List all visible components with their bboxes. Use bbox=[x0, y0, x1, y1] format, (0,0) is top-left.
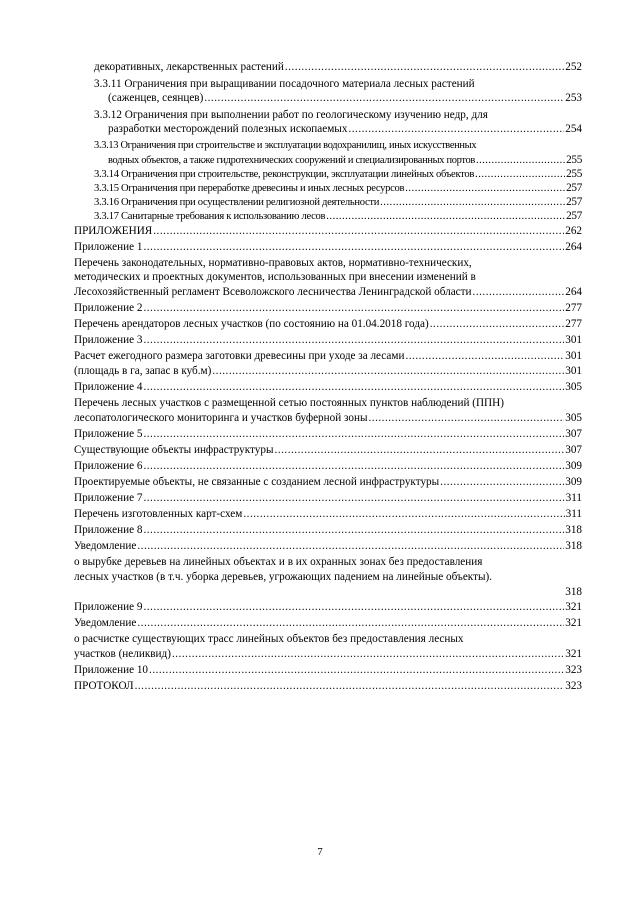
toc-entry-text: Перечень лесных участков с размещенной сетью постоянных пунктов наблюдений (ППН) bbox=[74, 397, 504, 409]
toc-entry-text: лесных участков (в т.ч. уборка деревьев, угрожающих падением на линейные объекты). bbox=[74, 571, 492, 583]
toc-leader-dots bbox=[149, 663, 564, 677]
toc-entry[interactable] bbox=[74, 647, 582, 661]
toc-leader-dots bbox=[430, 317, 565, 331]
toc-page-number: 253 bbox=[565, 92, 582, 104]
toc-entry-text: 3.3.11 Ограничения при выращивании посадочного материала лесных растений bbox=[94, 78, 475, 90]
toc-entry[interactable] bbox=[94, 77, 475, 91]
toc-leader-dots bbox=[143, 523, 564, 537]
toc-page-number: 301 bbox=[565, 334, 582, 346]
toc-page-number: 255 bbox=[566, 154, 582, 166]
toc-page-number: 323 bbox=[565, 664, 582, 676]
toc-entry-text: 3.3.17 Санитарные требования к использованию лесов bbox=[94, 211, 326, 222]
toc-entry[interactable] bbox=[74, 240, 582, 254]
toc-entry-text: Приложение 6 bbox=[74, 460, 143, 472]
toc-page-number: 311 bbox=[565, 492, 582, 504]
toc-entry-text: 3.3.13 Ограничения при строительстве и эксплуатации водохранилищ, иных искусственных bbox=[94, 140, 477, 151]
toc-leader-dots bbox=[285, 60, 564, 74]
toc-entry[interactable] bbox=[74, 380, 582, 394]
toc-entry[interactable] bbox=[74, 427, 582, 441]
toc-entry-text: Перечень изготовленных карт-схем bbox=[74, 508, 243, 520]
toc-entry-text: методических и проектных документов, использованных при внесении изменений в bbox=[74, 271, 476, 283]
toc-leader-dots bbox=[243, 507, 564, 521]
toc-leader-dots bbox=[475, 168, 565, 182]
toc-entry[interactable] bbox=[94, 60, 582, 74]
toc-entry-text: Перечень законодательных, нормативно-правовых актов, нормативно-технических, bbox=[74, 257, 472, 269]
toc-page-number: 301 bbox=[565, 350, 582, 362]
toc-entry[interactable] bbox=[108, 153, 582, 168]
toc-entry[interactable] bbox=[74, 364, 582, 378]
toc-entry[interactable] bbox=[74, 411, 582, 425]
toc-leader-dots bbox=[143, 333, 564, 347]
toc-page-number: 277 bbox=[565, 318, 582, 330]
toc-entry-text: 3.3.15 Ограничения при переработке древесины и иных лесных ресурсов bbox=[94, 183, 405, 194]
toc-entry-text: Уведомление bbox=[74, 540, 137, 552]
toc-entry[interactable] bbox=[94, 195, 582, 210]
toc-leader-dots bbox=[172, 647, 564, 661]
toc-leader-dots bbox=[153, 224, 564, 238]
toc-page-number: 305 bbox=[565, 412, 582, 424]
toc-entry[interactable] bbox=[94, 108, 488, 122]
toc-entry[interactable] bbox=[74, 632, 464, 646]
toc-entry[interactable] bbox=[94, 181, 582, 196]
toc-page-number: 309 bbox=[565, 460, 582, 472]
toc-entry-text: Существующие объекты инфраструктуры bbox=[74, 444, 274, 456]
toc-leader-dots bbox=[137, 539, 564, 553]
toc-page-number: 264 bbox=[565, 286, 582, 298]
toc-entry[interactable] bbox=[74, 270, 476, 284]
toc-page-number: 255 bbox=[566, 168, 582, 180]
toc-entry-text: участков (неликвид) bbox=[74, 648, 171, 660]
toc-page-number: 318 bbox=[565, 524, 582, 536]
toc-entry[interactable] bbox=[74, 256, 472, 270]
toc-leader-dots bbox=[204, 91, 564, 105]
toc-entry-text: (площадь в га, запас в куб.м) bbox=[74, 365, 212, 377]
toc-page-number: 277 bbox=[565, 302, 582, 314]
toc-page-number: 321 bbox=[565, 648, 582, 660]
toc-entry-text: Приложение 10 bbox=[74, 664, 149, 676]
toc-leader-dots bbox=[143, 301, 564, 315]
toc-entry[interactable] bbox=[74, 507, 582, 521]
toc-entry[interactable] bbox=[108, 122, 582, 136]
toc-entry-text: декоративных, лекарственных растений bbox=[94, 61, 284, 73]
toc-page-number: 311 bbox=[565, 508, 582, 520]
toc-entry[interactable] bbox=[74, 396, 504, 410]
toc-entry-text: Лесохозяйственный регламент Всеволожского лесничества Ленинградской области bbox=[74, 286, 472, 298]
toc-leader-dots bbox=[405, 182, 565, 196]
toc-entry[interactable] bbox=[74, 224, 582, 238]
toc-leader-dots bbox=[143, 240, 564, 254]
toc-page-number: 318 bbox=[565, 586, 582, 598]
toc-entry-text: разработки месторождений полезных ископаемых bbox=[108, 123, 348, 135]
toc-leader-dots bbox=[326, 210, 565, 224]
toc-entry-text: Перечень арендаторов лесных участков (по состоянию на 01.04.2018 года) bbox=[74, 318, 429, 330]
toc-leader-dots bbox=[476, 154, 565, 168]
toc-leader-dots bbox=[275, 443, 565, 457]
toc-entry-text: 3.3.16 Ограничения при осуществлении религиозной деятельности bbox=[94, 197, 380, 208]
toc-leader-dots bbox=[440, 475, 564, 489]
toc-entry[interactable] bbox=[74, 663, 582, 677]
toc-leader-dots bbox=[473, 285, 565, 299]
toc-page-number: 262 bbox=[565, 225, 582, 237]
toc-entry-text: Приложение 3 bbox=[74, 334, 143, 346]
toc-entry[interactable] bbox=[74, 349, 582, 363]
toc-entry-text: Приложение 9 bbox=[74, 601, 143, 613]
toc-leader-dots bbox=[143, 427, 564, 441]
toc-page-number: 323 bbox=[565, 680, 582, 692]
toc-page-number: 318 bbox=[565, 540, 582, 552]
toc-page-number: 301 bbox=[565, 365, 582, 377]
toc-entry[interactable] bbox=[74, 679, 582, 693]
toc-entry[interactable] bbox=[74, 570, 492, 584]
toc-entry[interactable] bbox=[74, 475, 582, 489]
toc-entry[interactable] bbox=[94, 139, 476, 153]
toc-page-number: 264 bbox=[565, 241, 582, 253]
toc-leader-dots bbox=[137, 616, 564, 630]
toc-entry-text: о расчистке существующих трасс линейных объектов без предоставления лесных bbox=[74, 633, 464, 645]
toc-entry[interactable] bbox=[74, 555, 482, 569]
toc-leader-dots bbox=[135, 679, 565, 693]
toc-leader-dots bbox=[143, 491, 564, 505]
page-number: 7 bbox=[317, 846, 323, 858]
toc-entry-text: Приложение 8 bbox=[74, 524, 143, 536]
toc-entry[interactable] bbox=[74, 539, 582, 553]
toc-entry-text: Приложение 2 bbox=[74, 302, 143, 314]
toc-entry[interactable] bbox=[108, 91, 582, 105]
toc-leader-dots bbox=[348, 122, 564, 136]
toc-entry[interactable] bbox=[74, 616, 582, 630]
toc-entry[interactable] bbox=[74, 491, 582, 505]
toc-entry-text: ПРИЛОЖЕНИЯ bbox=[74, 225, 153, 237]
toc-entry[interactable] bbox=[74, 600, 582, 614]
toc-page-number: 257 bbox=[566, 182, 582, 194]
toc-page-number: 307 bbox=[565, 444, 582, 456]
toc-entry[interactable] bbox=[74, 333, 582, 347]
toc-page-number: 257 bbox=[566, 196, 582, 208]
toc-leader-dots bbox=[380, 196, 565, 210]
toc-entry[interactable] bbox=[74, 523, 582, 537]
toc-page-number: 254 bbox=[565, 123, 582, 135]
toc-entry[interactable] bbox=[94, 209, 582, 224]
toc-entry[interactable] bbox=[74, 317, 582, 331]
toc-entry-text: лесопатологического мониторинга и участков буферной зоны bbox=[74, 412, 368, 424]
toc-entry[interactable] bbox=[74, 285, 582, 299]
toc-entry-text: водных объектов, а также гидротехнических сооружений и специализированных портов bbox=[108, 155, 475, 166]
toc-page-number: 257 bbox=[566, 210, 582, 222]
toc-page-number: 252 bbox=[565, 61, 582, 73]
toc-page-number: 321 bbox=[565, 601, 582, 613]
toc-entry[interactable] bbox=[74, 443, 582, 457]
toc-page-number: 305 bbox=[565, 381, 582, 393]
toc-entry-text: 3.3.12 Ограничения при выполнении работ по геологическому изучению недр, для bbox=[94, 109, 488, 121]
toc-entry[interactable] bbox=[74, 459, 582, 473]
toc-leader-dots bbox=[143, 600, 564, 614]
toc-entry-text: о вырубке деревьев на линейных объектах и в их охранных зонах без предоставления bbox=[74, 556, 483, 568]
toc-leader-dots bbox=[143, 380, 564, 394]
toc-leader-dots bbox=[143, 459, 564, 473]
toc-page-number: 321 bbox=[565, 617, 582, 629]
toc-entry-text: ПРОТОКОЛ bbox=[74, 680, 134, 692]
toc-entry-text: Приложение 4 bbox=[74, 381, 143, 393]
toc-entry-text: Приложение 7 bbox=[74, 492, 143, 504]
toc-entry-text: Проектируемые объекты, не связанные с созданием лесной инфраструктуры bbox=[74, 476, 440, 488]
toc-leader-dots bbox=[368, 411, 564, 425]
toc-entry-text: (саженцев, сеянцев) bbox=[108, 92, 204, 104]
toc-entry[interactable] bbox=[74, 301, 582, 315]
toc-entry-text: Приложение 1 bbox=[74, 241, 143, 253]
toc-entry[interactable] bbox=[94, 167, 582, 182]
toc-leader-dots bbox=[405, 349, 564, 363]
toc-leader-dots bbox=[212, 364, 564, 378]
toc-entry-text: 3.3.14 Ограничения при строительстве, реконструкции, эксплуатации линейных объектов bbox=[94, 169, 475, 180]
toc-entry-text: Приложение 5 bbox=[74, 428, 143, 440]
toc-entry-text: Расчет ежегодного размера заготовки древесины при уходе за лесами bbox=[74, 350, 405, 362]
toc-page-number: 307 bbox=[565, 428, 582, 440]
toc-entry-text: Уведомление bbox=[74, 617, 137, 629]
toc-page-number: 309 bbox=[565, 476, 582, 488]
